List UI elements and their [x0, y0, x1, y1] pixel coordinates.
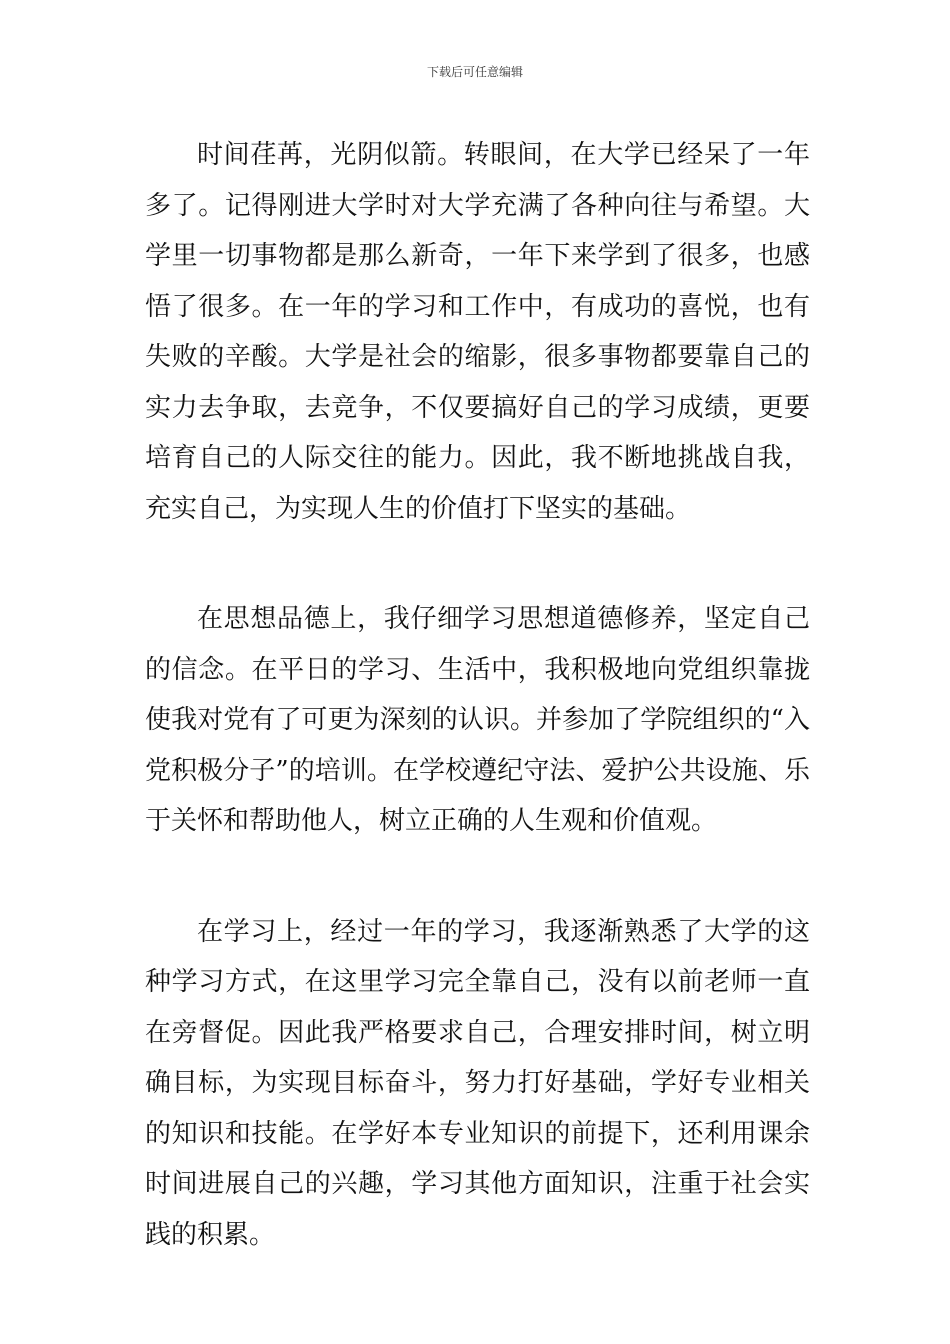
paragraph-3: 在学习上，经过一年的学习，我逐渐熟悉了大学的这种学习方式，在这里学习完全靠自己，没有以前老师一直在旁督促。因此我严格要求自己，合理安排时间，树立明确目标，为实现目标奋斗，努力打好基础，学好专业相关的知识和技能。在学好本专业知识的前提下，还利用课余时间进展自己的兴趣，学习其他方面知识，注重于社会实践的积累。: [145, 916, 810, 1250]
paragraph-2: 在思想品德上，我仔细学习思想道德修养，坚定自己的信念。在平日的学习、生活中，我积极地向党组织靠拢使我对党有了可更为深刻的认识。并参加了学院组织的“入党积极分子”的培训。在学校遵纪守法、爱护公共设施、乐于关怀和帮助他人，树立正确的人生观和价值观。: [145, 604, 810, 836]
document-body: [145, 130, 810, 1260]
page-header: 下载后可任意编辑: [426, 65, 523, 79]
paragraph-1: 时间荏苒，光阴似箭。转眼间，在大学已经呆了一年多了。记得刚进大学时对大学充满了各种向往与希望。大学里一切事物都是那么新奇，一年下来学到了很多，也感悟了很多。在一年的学习和工作中，有成功的喜悦，也有失败的辛酸。大学是社会的缩影，很多事物都要靠自己的实力去争取，去竞争，不仅要搞好自己的学习成绩，更要培育自己的人际交往的能力。因此，我不断地挑战自我，充实自己，为实现人生的价值打下坚实的基础。: [145, 140, 810, 524]
